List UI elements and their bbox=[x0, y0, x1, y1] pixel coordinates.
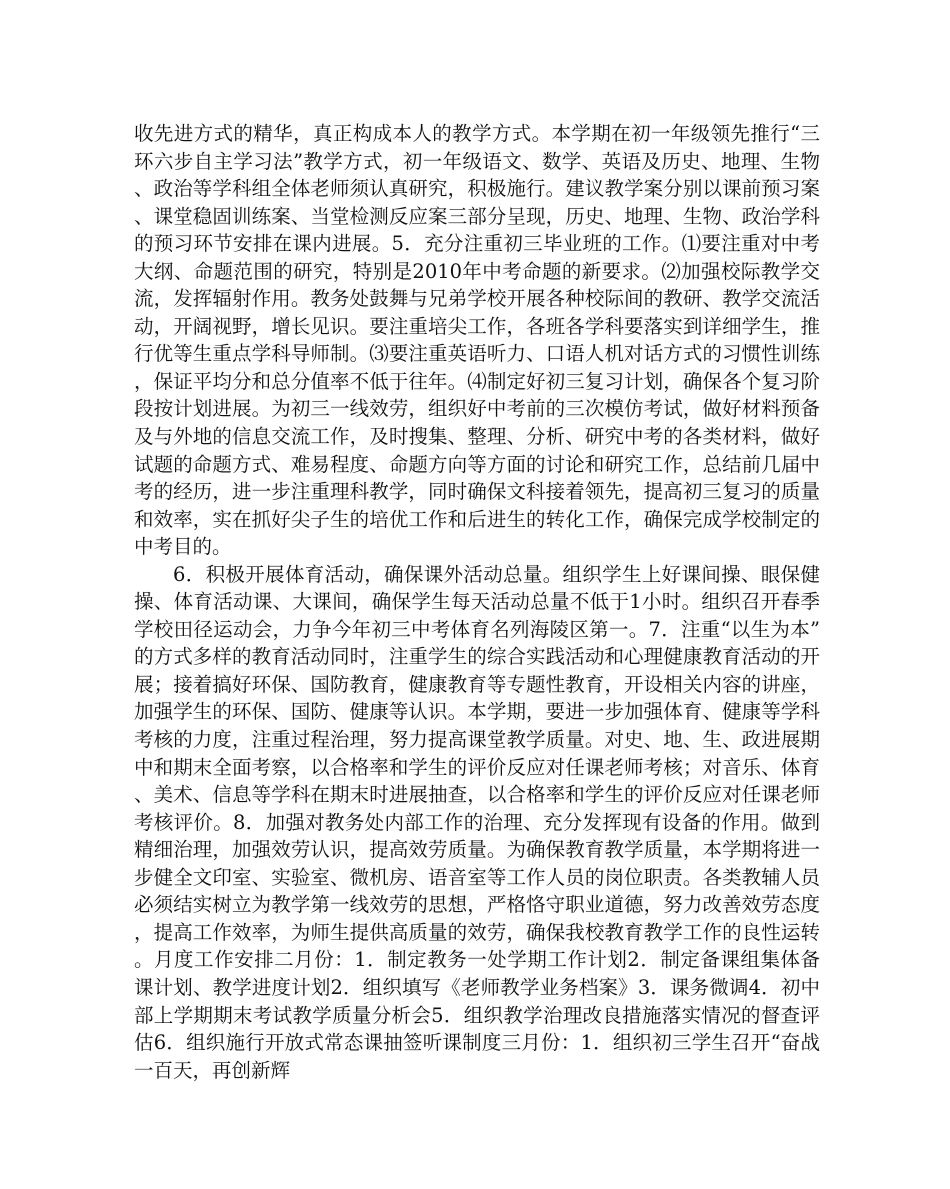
document-page bbox=[134, 120, 820, 1084]
body-paragraph-2: 6．积极开展体育活动，确保课外活动总量。组织学生上好课间操、眼保健操、体育活动课、大课间，确保学生每天活动总量不低于1小时。组织召开春季学校田径运动会，力争今年初三中考体育名列海陵区第一。7．注重“以生为本”的方式多样的教育活动同时，注重学生的综合实践活动和心理健康教育活动的开展；接着搞好环保、国防教育，健康教育等专题性教育，开设相关内容的讲座，加强学生的环保、国防、健康等认识。本学期，要进一步加强体育、健康等学科考核的力度，注重过程治理，努力提高课堂教学质量。对史、地、生、政进展期中和期末全面考察，以合格率和学生的评价反应对任课老师考核；对音乐、体育、美术、信息等学科在期末时进展抽查，以合格率和学生的评价反应对任课老师考核评价。8．加强对教务处内部工作的治理、充分发挥现有设备的作用。做到精细治理，加强效劳认识，提高效劳质量。为确保教育教学质量，本学期将进一步健全文印室、实验室、微机房、语音室等工作人员的岗位职责。各类教辅人员必须结实树立为教学第一线效劳的思想，严格恪守职业道德，努力改善效劳态度，提高工作效率，为师生提供高质量的效劳，确保我校教育教学工作的良性运转。月度工作安排二月份：1．制定教务一处学期工作计划2．制定备课组集体备课计划、教学进度计划2．组织填写《老师教学业务档案》3．课务微调4．初中部上学期期末考试教学质量分析会5．组织教学治理改良措施落实情况的督查评估6．组织施行开放式常态课抽签听课制度三月份：1．组织初三学生召开“奋战一百天，再创新辉 bbox=[134, 562, 820, 1082]
body-paragraph-1: 收先进方式的精华，真正构成本人的教学方式。本学期在初一年级领先推行“三环六步自主学习法”教学方式，初一年级语文、数学、英语及历史、地理、生物、政治等学科组全体老师须认真研究，积极施行。建议教学案分别以课前预习案、课堂稳固训练案、当堂检测反应案三部分呈现，历史、地理、生物、政治学科的预习环节安排在课内进展。5．充分注重初三毕业班的工作。⑴要注重对中考大纲、命题范围的研究，特别是2010年中考命题的新要求。⑵加强校际教学交流，发挥辐射作用。教务处鼓舞与兄弟学校开展各种校际间的教研、教学交流活动，开阔视野，增长见识。要注重培尖工作，各班各学科要落实到详细学生，推行优等生重点学科导师制。⑶要注重英语听力、口语人机对话方式的习惯性训练，保证平均分和总分值率不低于往年。⑷制定好初三复习计划，确保各个复习阶段按计划进展。为初三一线效劳，组织好中考前的三次模仿考试，做好材料预备及与外地的信息交流工作，及时搜集、整理、分析、研究中考的各类材料，做好试题的命题方式、难易程度、命题方向等方面的讨论和研究工作，总结前几届中考的经历，进一步注重理科教学，同时确保文科接着领先，提高初三复习的质量和效率，实在抓好尖子生的培优工作和后进生的转化工作，确保完成学校制定的中考目的。 bbox=[134, 122, 820, 559]
